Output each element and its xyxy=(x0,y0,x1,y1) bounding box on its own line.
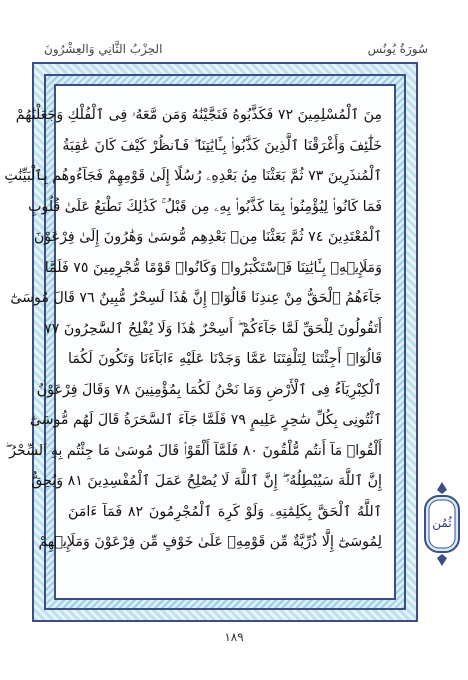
text-line: إِنَّ ٱللَّهَ سَيُبْطِلُهُۥٓ ۖ إِنَّ ٱللَّهَ لَا يُصْلِحُ عَمَلَ ٱلْمُفْسِدِينَ ٨١ وَيُحِقُّ xyxy=(31,473,382,489)
ornamental-frame xyxy=(4,62,418,622)
thumun-label: ثُمُن xyxy=(432,516,452,530)
page-number: ١٨٩ xyxy=(224,630,244,644)
text-line: جَآءَهُمُ ٱلْحَقُّ مِنْ عِندِنَا قَالُوٓا۟ إِنَّ هَٰذَا لَسِحْرٌ مُّبِينٌ ٧٦ قَالَ مُوسَىٰٓ xyxy=(10,290,382,306)
text-panel xyxy=(4,84,396,600)
frame-border-band xyxy=(4,74,406,610)
thumun-marker xyxy=(421,480,463,568)
text-line: ٱلْكِبْرِيَآءُ فِى ٱلْأَرْضِ وَمَا نَحْنُ لَكُمَا بِمُؤْمِنِينَ ٧٨ وَقَالَ فِرْعَوْنُ xyxy=(36,381,382,398)
text-line: أَلْقُوا۟ مَآ أَنتُم مُّلْقُونَ ٨٠ فَلَمَّآ أَلْقَوْا۟ قَالَ مُوسَىٰ مَا جِئْتُم بِهِ ٱلسِّحْرُ ۖ xyxy=(5,442,382,459)
surah-name: سُورَةُ يُونُس xyxy=(367,42,428,56)
text-line: ٱلْمُعْتَدِينَ ٧٤ ثُمَّ بَعَثْنَا مِنۢ بَعْدِهِم مُّوسَىٰ وَهَٰرُونَ إِلَىٰ فِرْعَوْنَ xyxy=(33,229,382,245)
text-line: وَمَلَإِي۟هِۦ بِـَٔايَٰتِنَا فَٱسْتَكْبَرُوا۟ وَكَانُوا۟ قَوْمًا مُّجْرِمِينَ ٧٥ فَلَمَّا xyxy=(44,259,382,276)
text-line: لِمُوسَىٰٓ إِلَّا ذُرِّيَّةٌ مِّن قَوْمِهِۦ عَلَىٰ خَوْفٍ مِّن فِرْعَوْنَ وَمَلَإِي۟هِمْ xyxy=(38,534,382,550)
text-line: أَتَقُولُونَ لِلْحَقِّ لَمَّا جَآءَكُمْ ۖ أَسِحْرٌ هَٰذَا وَلَا يُفْلِحُ ٱلسَّٰحِرُونَ ٧٧ xyxy=(44,320,382,337)
page-header xyxy=(44,42,428,64)
text-line: مِنَ ٱلْمُسْلِمِينَ ٧٢ فَكَذَّبُوهُ فَنَجَّيْنَٰهُ وَمَن مَّعَهُۥ فِى ٱلْفُلْكِ وَجَعَلْنَٰهُمْ xyxy=(15,107,382,123)
text-line: ٱئْتُونِى بِكُلِّ سَٰحِرٍ عَلِيمٍ ٧٩ فَلَمَّا جَآءَ ٱلسَّحَرَةُ قَالَ لَهُم مُّوسَىٰٓ xyxy=(29,412,382,428)
text-line: خَلَٰٓئِفَ وَأَغْرَقْنَا ٱلَّذِينَ كَذَّبُوا۟ بِـَٔايَٰتِنَا ۖ فَٱنظُرْ كَيْفَ كَانَ عَٰقِبَةُ xyxy=(62,137,382,154)
text-line: ٱلْمُنذَرِينَ ٧٣ ثُمَّ بَعَثْنَا مِنۢ بَعْدِهِۦ رُسُلًا إِلَىٰ قَوْمِهِمْ فَجَآءُوهُم بِٱلْبَيِّنَٰتِ xyxy=(4,168,382,184)
text-line: قَالُوٓا۟ أَجِئْتَنَا لِتَلْفِتَنَا عَمَّا وَجَدْنَا عَلَيْهِ ءَابَآءَنَا وَتَكُونَ لَكُمَا xyxy=(68,351,382,367)
text-line: فَمَا كَانُوا۟ لِيُؤْمِنُوا۟ بِمَا كَذَّبُوا۟ بِهِۦ مِن قَبْلُ ۚ كَذَٰلِكَ نَطْبَعُ عَلَىٰ قُلُوبِ xyxy=(28,198,382,215)
quran-text xyxy=(4,100,382,584)
hizb-label: الحِزْبُ الثَّانِي وَالعِشْرُونَ xyxy=(44,42,163,56)
text-line: ٱللَّهُ ٱلْحَقَّ بِكَلِمَٰتِهِۦ وَلَوْ كَرِهَ ٱلْمُجْرِمُونَ ٨٢ فَمَآ ءَامَنَ xyxy=(68,503,382,520)
